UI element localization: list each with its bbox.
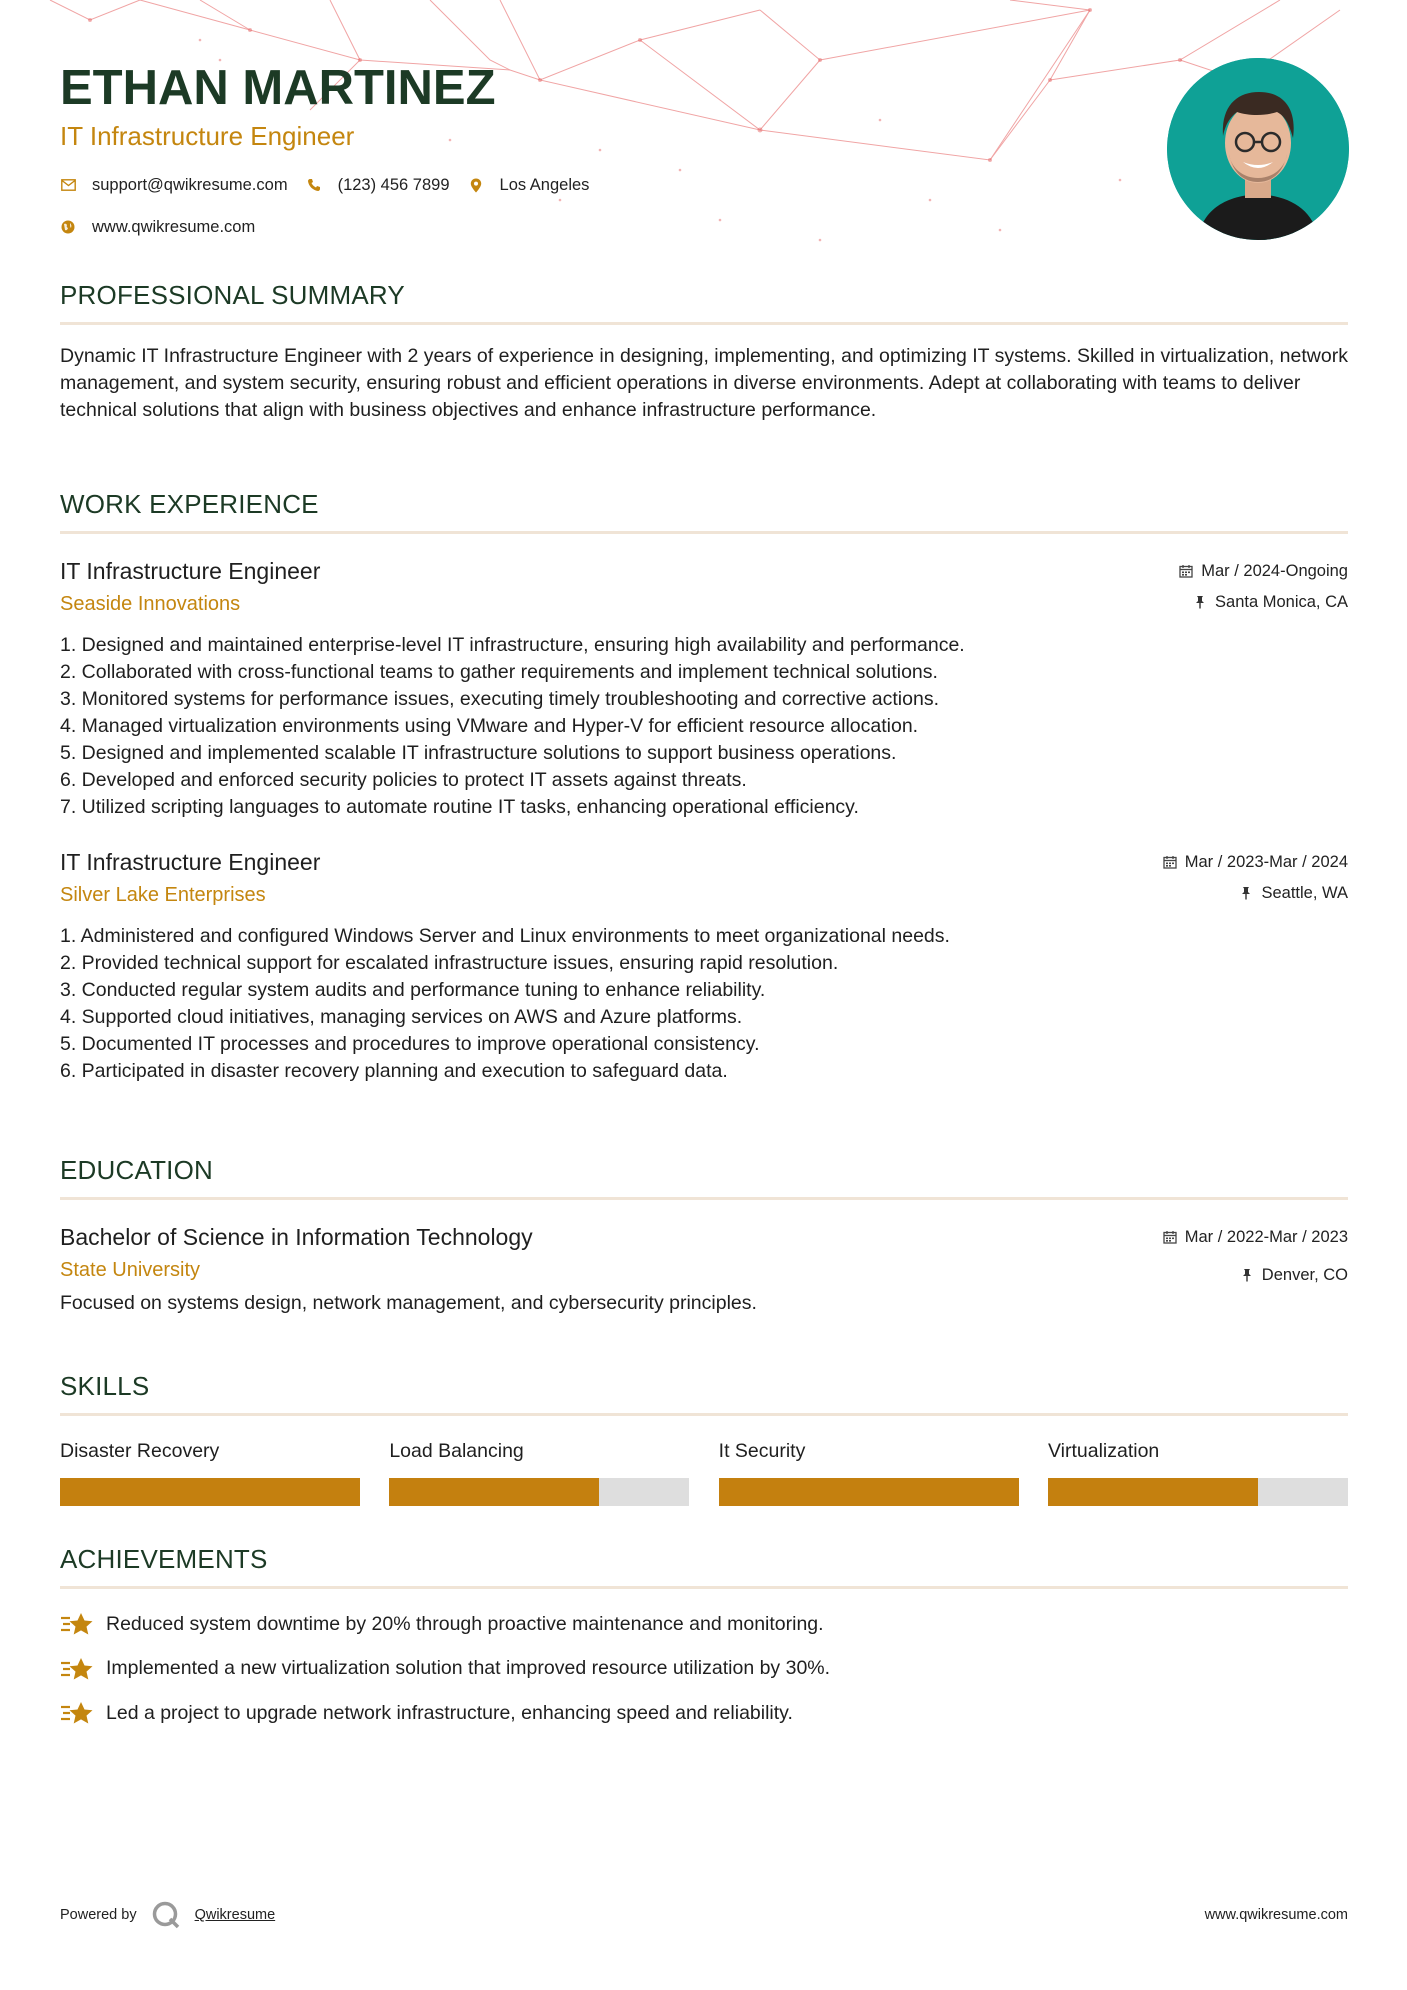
shooting-star-icon [60, 1610, 94, 1638]
shooting-star-icon [60, 1699, 94, 1727]
skill-item [60, 1438, 360, 1506]
skill-name: Disaster Recovery [60, 1440, 220, 1462]
education-heading: EDUCATION [60, 1153, 1348, 1200]
job-title: IT Infrastructure Engineer [60, 558, 321, 584]
job-location-text: Santa Monica, CA [1215, 592, 1348, 611]
skill-bar-fill [719, 1478, 1019, 1506]
skill-name: It Security [718, 1440, 806, 1462]
job-company: Seaside Innovations [60, 593, 241, 615]
website-contact[interactable] [60, 218, 255, 237]
skill-item [719, 1438, 1019, 1506]
skill-name: Load Balancing [389, 1440, 524, 1462]
skill-bar [719, 1478, 1019, 1506]
experience-section [60, 487, 1348, 1085]
map-pin-icon [468, 177, 484, 193]
job-location [1163, 882, 1348, 904]
education-location-text: Denver, CO [1261, 1265, 1348, 1284]
page-footer [60, 1897, 1348, 1933]
phone-icon [306, 177, 322, 193]
skills-section [60, 1369, 1348, 1506]
job-bullets [60, 632, 1348, 821]
contact-info [60, 172, 1170, 240]
experience-heading: WORK EXPERIENCE [60, 487, 1348, 534]
pushpin-icon [1193, 595, 1207, 609]
job-bullet: 3. Conducted regular system audits and performance tuning to enhance reliability. [60, 979, 766, 1001]
location-text: Los Angeles [499, 175, 590, 194]
job-bullet: 1. Designed and maintained enterprise-level IT infrastructure, ensuring high availability and performance. [60, 634, 965, 656]
powered-by-label: Powered by [60, 1907, 137, 1923]
candidate-role: IT Infrastructure Engineer [60, 121, 355, 151]
skill-bar-fill [389, 1478, 599, 1506]
education-dates-text: Mar / 2022-Mar / 2023 [1184, 1227, 1348, 1246]
achievement-item [60, 1654, 1348, 1684]
job-bullet: 5. Documented IT processes and procedures to improve operational consistency. [60, 1033, 760, 1055]
contact-row-1 [60, 172, 1170, 198]
achievements-section [60, 1542, 1348, 1728]
job-company: Silver Lake Enterprises [60, 884, 266, 906]
profile-photo [1167, 58, 1349, 240]
achievements-list [60, 1609, 1348, 1728]
job-dates [1163, 851, 1348, 873]
pushpin-icon [1240, 1268, 1254, 1282]
phone-contact[interactable] [306, 176, 450, 195]
email-contact[interactable] [60, 176, 288, 195]
job-location-text: Seattle, WA [1261, 883, 1348, 902]
footer-website[interactable]: www.qwikresume.com [1204, 1907, 1348, 1923]
calendar-icon [1163, 1230, 1177, 1244]
calendar-icon [1179, 564, 1193, 578]
skill-item [389, 1438, 689, 1506]
job-entry [60, 847, 1348, 1085]
location-contact [468, 176, 590, 195]
job-meta [1163, 851, 1348, 904]
job-bullet: 2. Collaborated with cross-functional teams to gather requirements and implement technical solutions. [60, 661, 938, 683]
skills-heading: SKILLS [60, 1369, 1348, 1416]
job-title: IT Infrastructure Engineer [60, 849, 321, 875]
globe-icon [60, 219, 76, 235]
resume-header [60, 58, 1170, 240]
skill-name: Virtualization [1047, 1440, 1160, 1462]
job-bullet: 5. Designed and implemented scalable IT infrastructure solutions to support business operations. [60, 742, 897, 764]
contact-row-2 [60, 214, 1170, 240]
candidate-name: ETHAN MARTINEZ [60, 61, 496, 115]
education-location [1163, 1264, 1348, 1286]
skill-bar [60, 1478, 360, 1506]
job-location [1179, 591, 1348, 613]
job-bullet: 4. Managed virtualization environments using VMware and Hyper-V for efficient resource allocation. [60, 715, 919, 737]
achievement-item [60, 1698, 1348, 1728]
education-section [60, 1153, 1348, 1317]
achievement-item [60, 1609, 1348, 1639]
job-bullet: 7. Utilized scripting languages to automate routine IT tasks, enhancing operational efficiency. [60, 796, 859, 818]
phone-text: (123) 456 7899 [337, 175, 450, 194]
skill-bar-fill [60, 1478, 360, 1506]
education-entry [60, 1222, 1348, 1317]
summary-heading: PROFESSIONAL SUMMARY [60, 278, 1348, 325]
education-dates [1163, 1226, 1348, 1248]
skills-grid [60, 1438, 1348, 1506]
job-dates-text: Mar / 2024-Ongoing [1201, 561, 1348, 580]
degree-title: Bachelor of Science in Information Technology [60, 1224, 533, 1250]
achievements-heading: ACHIEVEMENTS [60, 1542, 1348, 1589]
job-meta [1179, 560, 1348, 613]
job-bullet: 6. Participated in disaster recovery planning and execution to safeguard data. [60, 1060, 728, 1082]
skill-bar-fill [1048, 1478, 1258, 1506]
qwikresume-link[interactable]: Qwikresume [194, 1907, 276, 1923]
education-description: Focused on systems design, network management, and cybersecurity principles. [60, 1292, 757, 1314]
calendar-icon [1163, 855, 1177, 869]
envelope-icon [60, 177, 76, 193]
summary-text: Dynamic IT Infrastructure Engineer with 2 years of experience in designing, implementing, and optimizing IT systems. Skilled in virtualization, network management, and system security, ensuring robust and efficient operations in diverse environments. Adept at collaborating with teams to deliver technical solutions that align with business objectives and enhance infrastructure performance. [60, 345, 1348, 421]
skill-bar [389, 1478, 689, 1506]
qwikresume-logo-icon [151, 1900, 181, 1930]
education-meta [1163, 1226, 1348, 1286]
job-bullet: 6. Developed and enforced security policies to protect IT assets against threats. [60, 769, 747, 791]
job-bullets [60, 923, 1348, 1085]
email-text: support@qwikresume.com [92, 175, 288, 194]
skill-item [1048, 1438, 1348, 1506]
job-bullet: 4. Supported cloud initiatives, managing services on AWS and Azure platforms. [60, 1006, 743, 1028]
summary-section [60, 278, 1348, 424]
shooting-star-icon [60, 1655, 94, 1683]
skill-bar [1048, 1478, 1348, 1506]
job-entry [60, 556, 1348, 821]
job-dates-text: Mar / 2023-Mar / 2024 [1184, 852, 1348, 871]
achievement-text: Reduced system downtime by 20% through proactive maintenance and monitoring. [106, 1612, 824, 1635]
website-text: www.qwikresume.com [92, 217, 256, 236]
pushpin-icon [1239, 886, 1253, 900]
job-bullet: 2. Provided technical support for escalated infrastructure issues, ensuring rapid resolution. [60, 952, 839, 974]
job-dates [1179, 560, 1348, 582]
achievement-text: Led a project to upgrade network infrastructure, enhancing speed and reliability. [106, 1701, 793, 1724]
job-bullet: 3. Monitored systems for performance issues, executing timely troubleshooting and corrective actions. [60, 688, 939, 710]
job-bullet: 1. Administered and configured Windows Server and Linux environments to meet organizational needs. [60, 925, 950, 947]
achievement-text: Implemented a new virtualization solution that improved resource utilization by 30%. [106, 1657, 831, 1679]
school-name: State University [60, 1259, 201, 1281]
